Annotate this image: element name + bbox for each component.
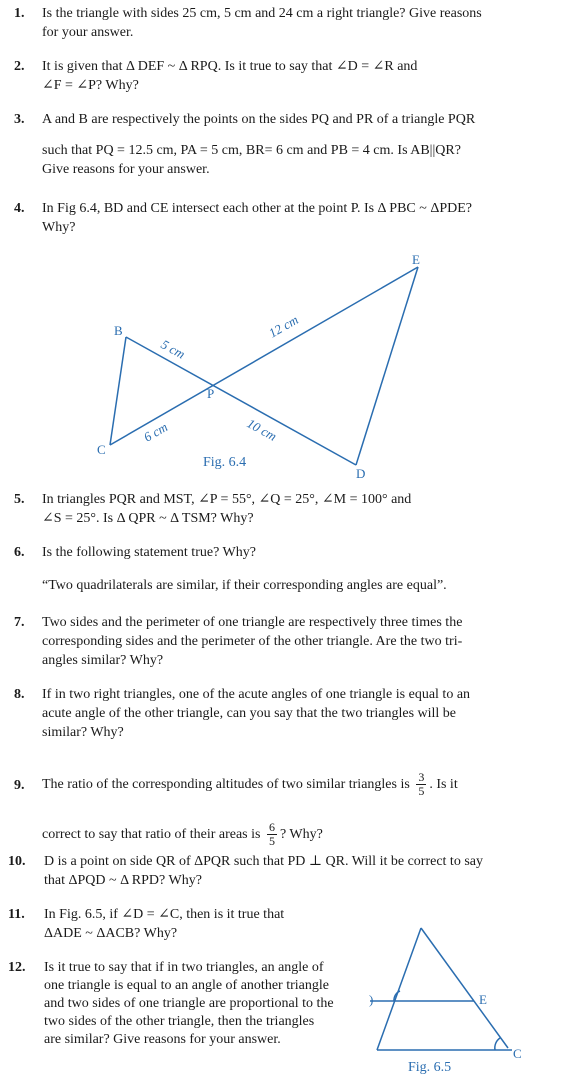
figure-lines (370, 928, 512, 1050)
question-number: 3. (14, 112, 25, 127)
question-text: Is the following statement true? Why? “Two quadrilaterals are similar, if their corresponding angles are equal”. (42, 545, 447, 593)
question-text: Is the triangle with sides 25 cm, 5 cm and 24 cm a right triangle? Give reasons for your answer. (42, 6, 482, 40)
vertex-label-b: B (114, 323, 123, 338)
question-text: In Fig 6.4, BD and CE intersect each other at the point P. Is Δ PBC ~ ΔPDE? Why? (42, 201, 472, 235)
question-number: 10. (8, 854, 26, 869)
question-number: 2. (14, 59, 25, 74)
question-9 (0, 766, 568, 856)
question-number: 8. (14, 687, 25, 702)
vertex-label-d: D (356, 466, 366, 481)
fraction-6-5: $\frac{6}{5}$ (268, 820, 275, 849)
question-number: 12. (8, 960, 26, 975)
question-text: The ratio of the corresponding altitudes of two similar triangles is $\frac{3}{5}$ . Is it correct to say that ratio of their areas is $\frac{6}{5}$ ? Why? (42, 770, 458, 849)
measure-pe: 12 cm (266, 311, 301, 341)
measure-pb: 5 cm (158, 336, 188, 362)
vertex-label-c: C (513, 1046, 522, 1061)
question-number: 9. (14, 778, 25, 793)
figure-caption: Fig. 6.4 (203, 455, 247, 470)
question-text: Is it true to say that if in two triangles, an angle of one triangle is equal to an angle of another triangle and two sides of one triangle are proportional to the two sides of the other triangle, then the triangles are similar? Give reasons for your answer. (44, 960, 334, 1047)
figure-6-4 (0, 240, 568, 485)
question-text: Two sides and the perimeter of one triangle are respectively three times the corresponding sides and the perimeter of the other triangle. Are the two tri- angles similar? Why? (42, 615, 463, 668)
question-text: A and B are respectively the points on the sides PQ and PR of a triangle PQR such that PQ = 12.5 cm, PA = 5 cm, BR= 6 cm and PB = 4 cm. Is AB||QR? Give reasons for your answer. (42, 112, 476, 177)
figure-6-5 (360, 920, 560, 1076)
question-number: 1. (14, 6, 25, 21)
fraction-3-5: $\frac{3}{5}$ (418, 770, 425, 799)
vertex-label-d: ) (369, 992, 374, 1007)
question-text: If in two right triangles, one of the acute angles of one triangle is equal to an acute angle of the other triangle, can you say that the two triangles will be similar? Why? (42, 687, 471, 740)
measure-pd: 10 cm (244, 415, 280, 444)
measure-pc: 6 cm (141, 419, 171, 445)
figure-caption: Fig. 6.5 (408, 1060, 452, 1075)
question-number: 7. (14, 615, 25, 630)
question-number: 4. (14, 201, 25, 216)
vertex-label-c: C (97, 442, 106, 457)
vertex-label-p: P (207, 386, 215, 401)
question-number: 6. (14, 545, 25, 560)
question-text: D is a point on side QR of ΔPQR such that PD ⊥ QR. Will it be correct to say that ΔPQD ~ Δ RPD? Why? (44, 854, 483, 888)
vertex-label-e: E (412, 252, 420, 267)
question-text: In triangles PQR and MST, ∠P = 55°, ∠Q = 25°, ∠M = 100° and ∠S = 25°. Is Δ QPR ~ Δ TSM? Why? (42, 492, 412, 526)
question-number: 11. (8, 907, 25, 922)
question-text: In Fig. 6.5, if ∠D = ∠C, then is it true that ΔADE ~ ΔACB? Why? (44, 907, 285, 941)
question-number: 5. (14, 492, 25, 507)
question-text: It is given that Δ DEF ~ Δ RPQ. Is it true to say that ∠D = ∠R and ∠F = ∠P? Why? (42, 59, 418, 93)
vertex-label-e: E (479, 992, 487, 1007)
